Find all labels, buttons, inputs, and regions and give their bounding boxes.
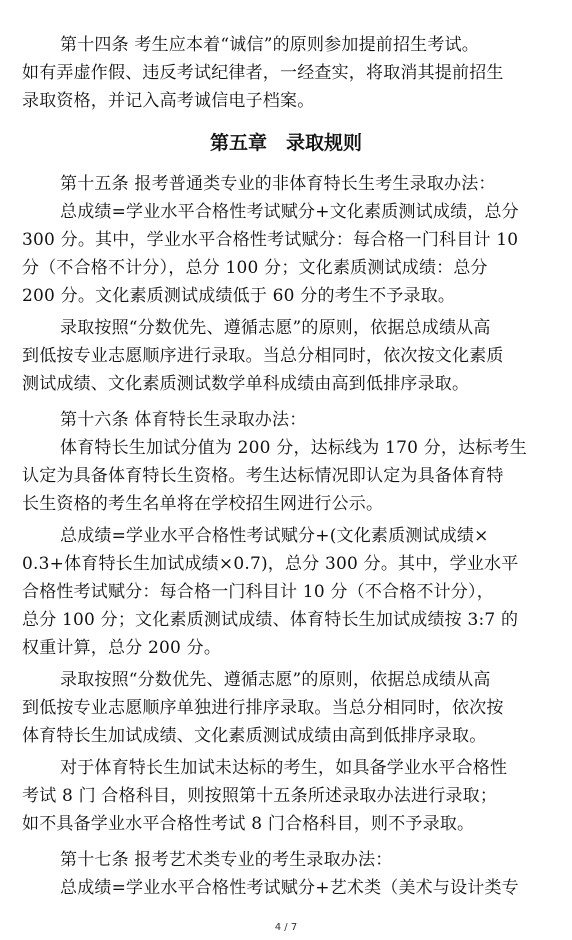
article-14-line-2: 如有弄虚作假、违反考试纪律者，一经查实，将取消其提前招生 (22, 63, 504, 83)
body-line: 到低按专业志愿顺序进行录取。当总分相同时，依次按文化素质 (22, 346, 504, 366)
body-line: 总成绩=学业水平合格性考试赋分+(文化素质测试成绩× (60, 526, 489, 546)
body-line: 长生资格的考生名单将在学校招生网进行公示。 (22, 494, 384, 514)
body-line: 到低按专业志愿顺序单独进行排序录取。当总分相同时，依次按 (22, 698, 504, 718)
body-line: 体育特长生加试分值为 200 分，达标线为 170 分，达标考生 (60, 438, 527, 458)
body-line: 录取按照“分数优先、遵循志愿”的原则，依据总成绩从高 (60, 318, 491, 338)
body-line: 体育特长生加试成绩、文化素质测试成绩由高到低排序录取。 (22, 726, 487, 746)
article-16-heading: 第十六条 体育特长生录取办法： (60, 410, 307, 430)
body-line: 测试成绩、文化素质测试数学单科成绩由高到低排序录取。 (22, 374, 470, 394)
body-line: 分（不合格不计分），总分 100 分；文化素质测试成绩：总分 (22, 258, 488, 278)
article-14-line-1: 第十四条 考生应本着“诚信”的原则参加提前招生考试。 (60, 35, 479, 55)
body-line: 总成绩=学业水平合格性考试赋分+艺术类（美术与设计类专 (60, 878, 519, 898)
page-number: 4 / 7 (274, 922, 298, 933)
article-15-heading: 第十五条 报考普通类专业的非体育特长生考生录取办法： (60, 174, 496, 194)
body-line: 300 分。其中，学业水平合格性考试赋分：每合格一门科目计 10 (22, 230, 519, 250)
article-17-heading: 第十七条 报考艺术类专业的考生录取办法： (60, 850, 393, 870)
body-line: 总分 100 分；文化素质测试成绩、体育特长生加试成绩按 3:7 的 (22, 610, 519, 630)
body-line: 录取按照“分数优先、遵循志愿”的原则，依据总成绩从高 (60, 670, 491, 690)
body-line: 考试 8 门 合格科目，则按照第十五条所述录取办法进行录取； (22, 786, 498, 806)
body-line: 如不具备学业水平合格性考试 8 门合格科目，则不予录取。 (22, 814, 475, 834)
chapter-title: 第五章 录取规则 (209, 132, 362, 154)
article-14-line-3: 录取资格，并记入高考诚信电子档案。 (22, 91, 315, 111)
body-line: 认定为具备体育特长生资格。考生达标情况即认定为具备体育特 (22, 466, 504, 486)
body-line: 对于体育特长生加试未达标的考生，如具备学业水平合格性 (60, 758, 508, 778)
body-line: 200 分。文化素质测试成绩低于 60 分的考生不予录取。 (22, 286, 456, 306)
body-line: 权重计算，总分 200 分。 (22, 638, 222, 658)
body-line: 0.3+体育特长生加试成绩×0.7)，总分 300 分。其中，学业水平 (22, 554, 519, 574)
body-line: 总成绩=学业水平合格性考试赋分+文化素质测试成绩，总分 (60, 202, 519, 222)
body-line: 合格性考试赋分：每合格一门科目计 10 分（不合格不计分）， (22, 582, 494, 602)
